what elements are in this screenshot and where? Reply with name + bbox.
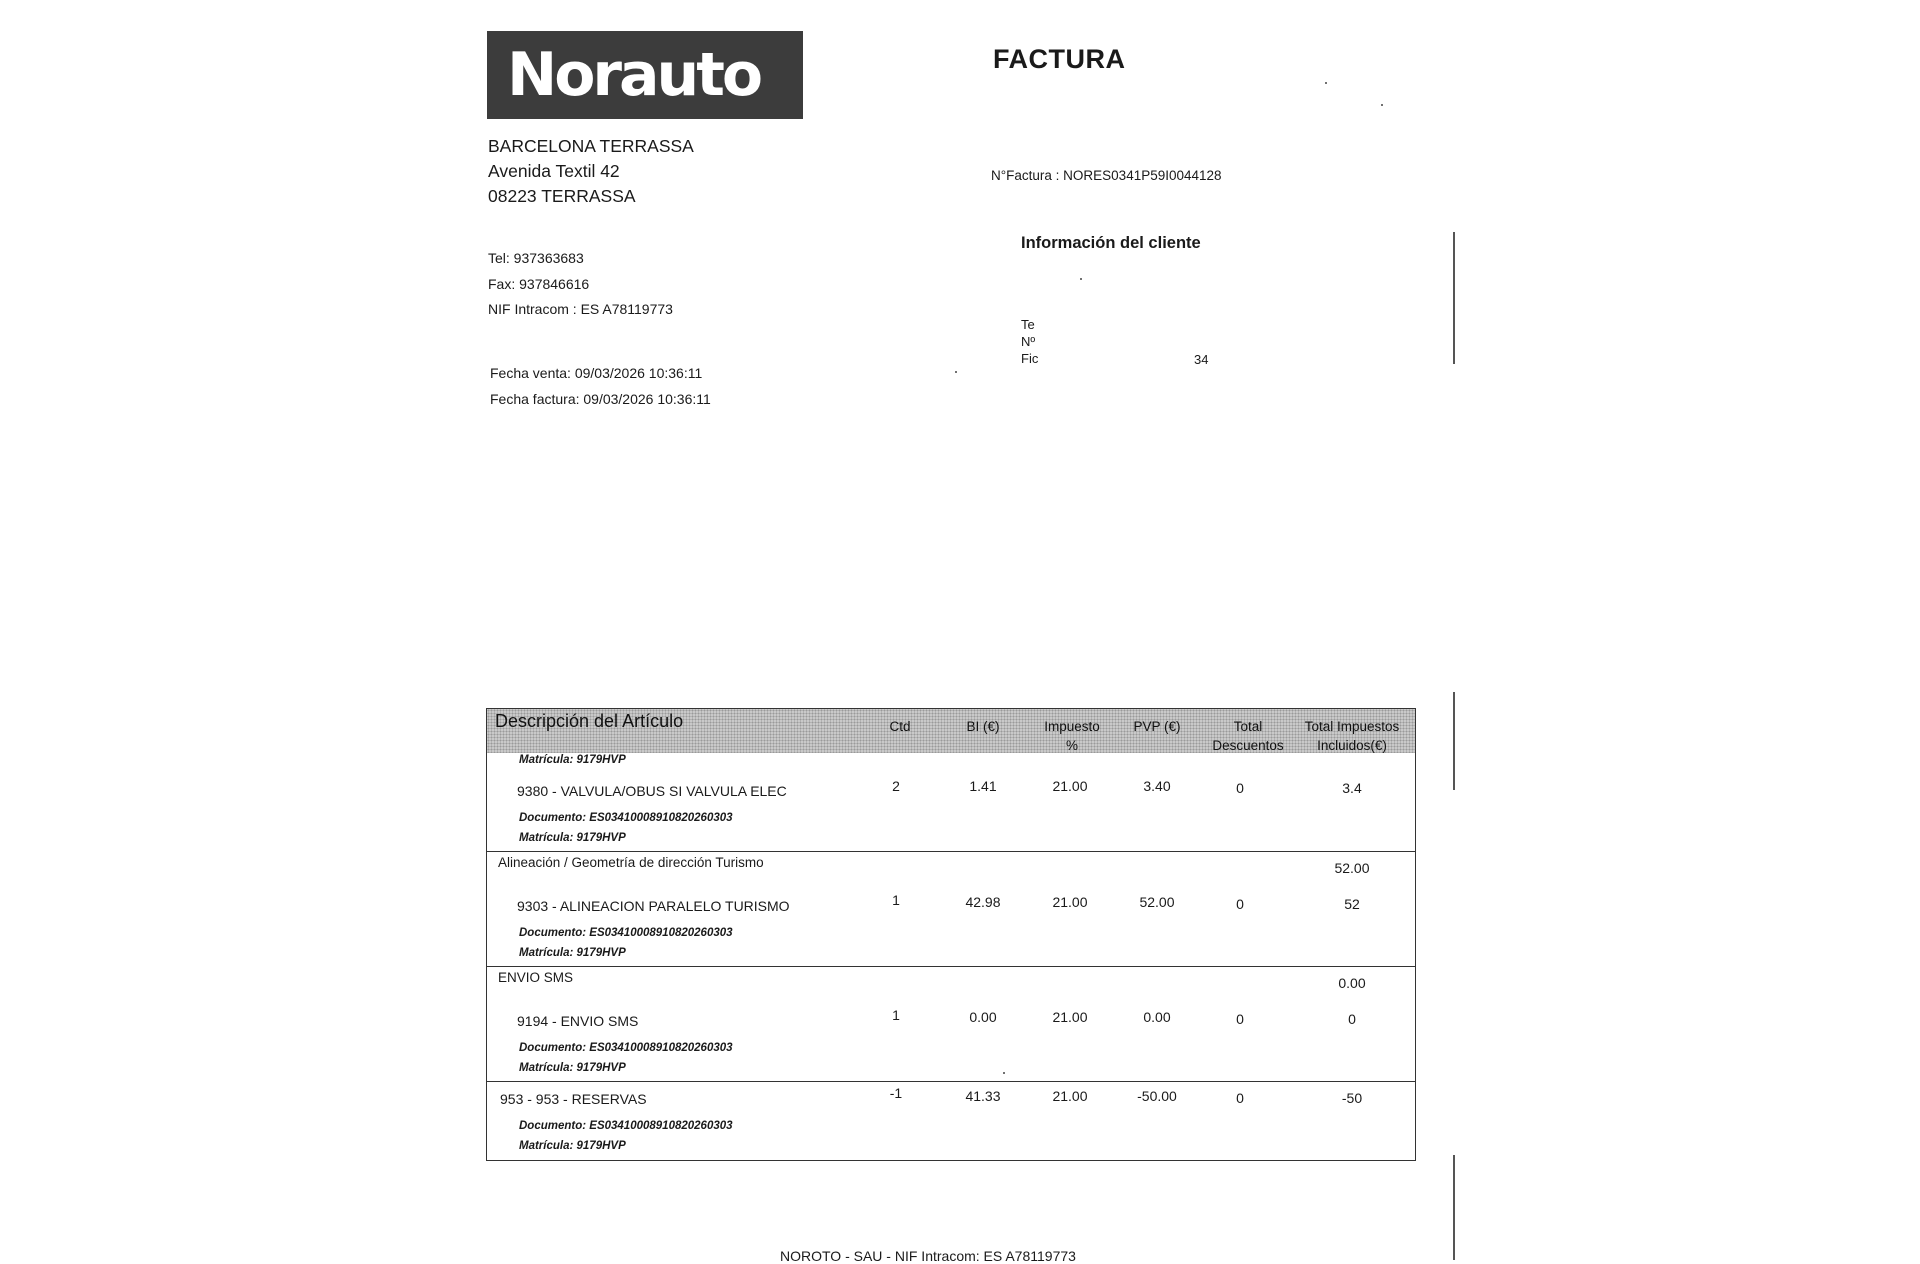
document-title: FACTURA	[993, 44, 1126, 74]
header-discount-line2: Descuentos	[1212, 738, 1284, 753]
item4-pvp: -50.00	[1137, 1088, 1177, 1104]
item3-total: 0	[1348, 1011, 1356, 1027]
scan-dot	[955, 371, 957, 373]
item3-pvp: 0.00	[1143, 1009, 1171, 1025]
item4-tax: 21.00	[1052, 1088, 1088, 1104]
group2-label: Alineación / Geometría de dirección Turismo	[498, 855, 764, 870]
header-bi: BI (€)	[966, 719, 1000, 734]
item4-description: 953 - 953 - RESERVAS	[500, 1091, 647, 1107]
store-name: BARCELONA TERRASSA	[488, 136, 694, 156]
header-total	[1292, 717, 1412, 755]
item4-matricula: Matrícula: 9179HVP	[519, 1140, 626, 1152]
item2-tax: 21.00	[1052, 894, 1088, 910]
item1-description: 9380 - VALVULA/OBUS SI VALVULA ELEC	[517, 783, 787, 799]
item1-total: 3.4	[1342, 780, 1362, 796]
group3-label: ENVIO SMS	[498, 970, 574, 985]
item3-description: 9194 - ENVIO SMS	[517, 1013, 639, 1029]
logo-text: Norauto	[507, 40, 761, 110]
item1-documento: Documento: ES03410008910820260303	[519, 812, 733, 824]
client-line-3: Fic	[1021, 351, 1039, 366]
items-table	[486, 708, 1416, 1161]
item4-bi: 41.33	[965, 1088, 1001, 1104]
page-footer: NOROTO - SAU - NIF Intracom: ES A78119773	[780, 1248, 1076, 1264]
client-line-2: Nº	[1021, 334, 1036, 349]
scan-dot	[1003, 1072, 1005, 1074]
item1-matricula: Matrícula: 9179HVP	[519, 832, 626, 844]
top-matricula: Matrícula: 9179HVP	[519, 754, 626, 766]
group2-total: 52.00	[1334, 860, 1370, 876]
row-divider	[487, 1081, 1415, 1082]
item4-total: -50	[1341, 1090, 1363, 1106]
item1-discount: 0	[1236, 780, 1244, 796]
invoice-number: N°Factura : NORES0341P59I0044128	[991, 168, 1222, 183]
row-divider	[487, 966, 1415, 967]
scan-mark	[1453, 232, 1455, 364]
item3-quantity: 1	[892, 1007, 900, 1023]
item1-pvp: 3.40	[1143, 778, 1171, 794]
store-street: Avenida Textil 42	[488, 161, 620, 181]
store-address	[488, 134, 694, 209]
item3-matricula: Matrícula: 9179HVP	[519, 1062, 626, 1074]
header-description: Descripción del Artículo	[495, 711, 684, 731]
store-phone: Tel: 937363683	[488, 250, 584, 266]
store-contact	[488, 246, 673, 323]
invoice-dates	[490, 361, 711, 412]
item4-discount: 0	[1236, 1090, 1244, 1106]
store-fax: Fax: 937846616	[488, 275, 590, 292]
client-info-heading: Información del cliente	[1021, 234, 1201, 252]
header-total-line1: Total Impuestos	[1304, 719, 1400, 734]
item2-discount: 0	[1236, 896, 1244, 912]
scan-mark	[1453, 692, 1455, 790]
scan-dot	[1325, 82, 1327, 84]
scan-dot	[1080, 278, 1082, 280]
header-tax	[1028, 717, 1116, 755]
header-quantity: Ctd	[889, 719, 911, 734]
item2-quantity: 1	[892, 892, 900, 908]
scan-mark	[1453, 1155, 1455, 1260]
header-discount-line1: Total	[1233, 719, 1263, 734]
header-total-line2: Incluidos(€)	[1317, 738, 1387, 753]
group3-total: 0.00	[1338, 975, 1366, 991]
header-discount	[1203, 717, 1293, 755]
item2-documento: Documento: ES03410008910820260303	[519, 927, 733, 939]
store-nif: NIF Intracom : ES A78119773	[488, 301, 673, 317]
item1-tax: 21.00	[1052, 778, 1088, 794]
client-info-lines	[1021, 316, 1039, 367]
store-city: 08223 TERRASSA	[488, 186, 636, 206]
item4-quantity: -1	[889, 1085, 903, 1101]
table-header	[487, 708, 1415, 753]
header-tax-line1: Impuesto	[1044, 719, 1100, 734]
item3-bi: 0.00	[969, 1009, 997, 1025]
item4-documento: Documento: ES03410008910820260303	[519, 1120, 733, 1132]
item3-documento: Documento: ES03410008910820260303	[519, 1042, 733, 1054]
item3-discount: 0	[1236, 1011, 1244, 1027]
client-fragment: 34	[1194, 352, 1209, 367]
item3-tax: 21.00	[1052, 1009, 1088, 1025]
norauto-logo	[487, 31, 803, 119]
item1-bi: 1.41	[969, 778, 997, 794]
client-line-1: Te	[1021, 317, 1035, 332]
item2-matricula: Matrícula: 9179HVP	[519, 947, 626, 959]
invoice-date: Fecha factura: 09/03/2026 10:36:11	[490, 390, 711, 407]
item2-pvp: 52.00	[1139, 894, 1175, 910]
item1-quantity: 2	[892, 778, 900, 794]
sale-date: Fecha venta: 09/03/2026 10:36:11	[490, 365, 703, 381]
item2-description: 9303 - ALINEACION PARALELO TURISMO	[517, 898, 790, 914]
item2-bi: 42.98	[965, 894, 1001, 910]
row-divider	[487, 851, 1415, 852]
scan-dot	[1381, 104, 1383, 106]
header-tax-line2: %	[1065, 738, 1078, 753]
item2-total: 52	[1344, 896, 1360, 912]
header-pvp: PVP (€)	[1133, 719, 1181, 734]
